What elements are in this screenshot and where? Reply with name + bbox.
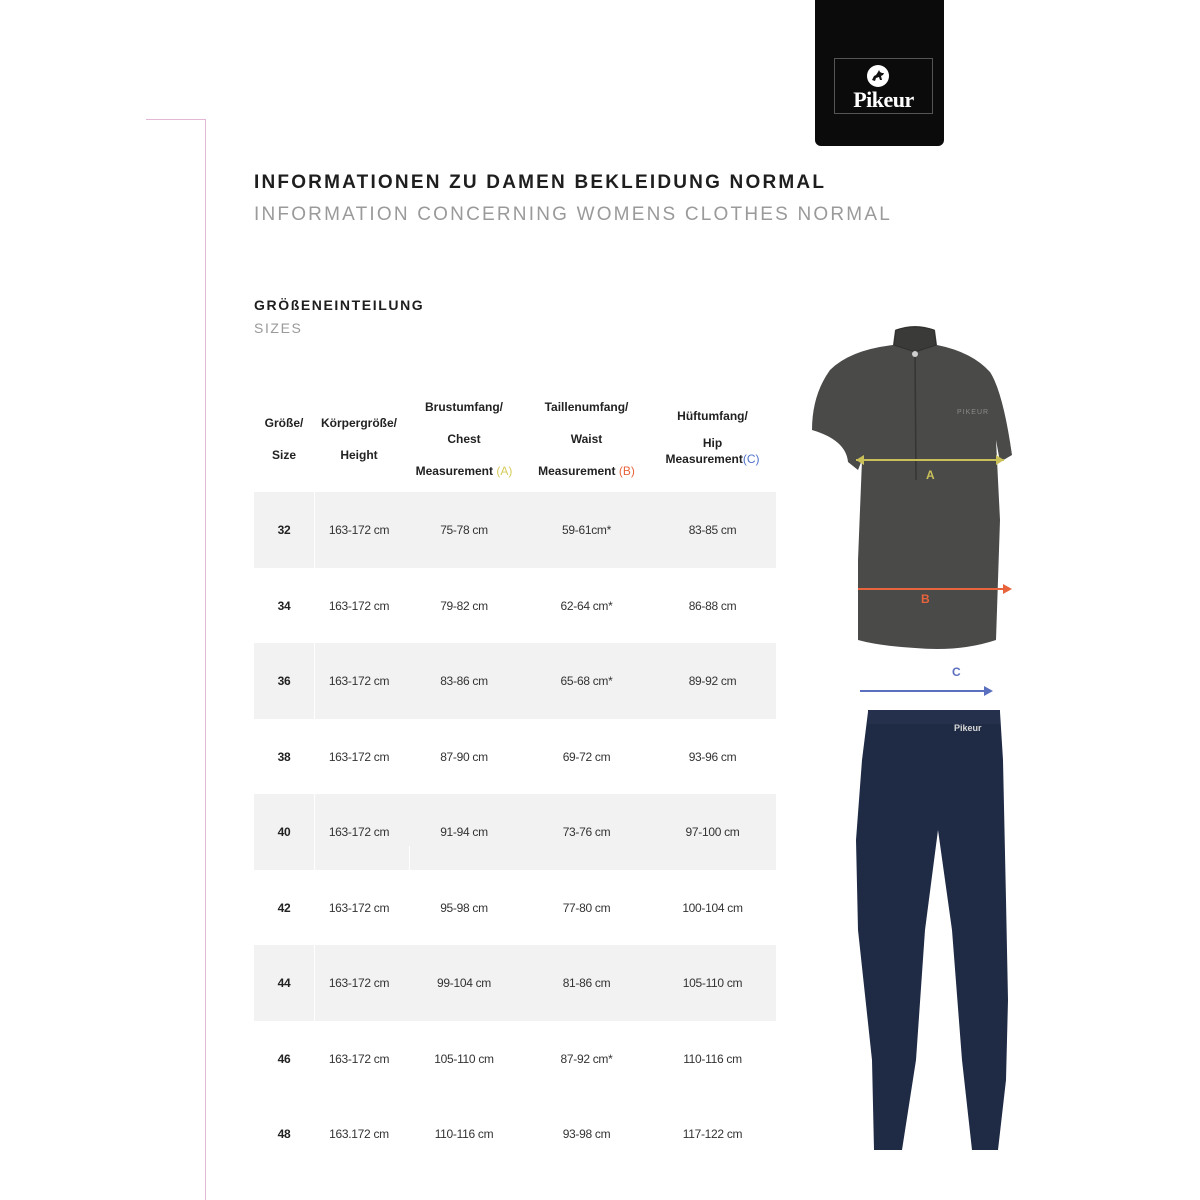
cell-hip: 97-100 cm: [685, 825, 740, 839]
table-row: [254, 568, 776, 644]
cell-hip: 89-92 cm: [688, 674, 737, 688]
cell-size: 32: [277, 523, 291, 537]
cell-height: 163-172 cm: [328, 750, 390, 764]
cell-size: 34: [277, 599, 291, 613]
pants-print-text: Pikeur: [954, 723, 982, 733]
cell-chest: 91-94 cm: [440, 825, 488, 839]
header-chest-measurement: Measurement: [415, 464, 494, 478]
measure-a-label: A: [926, 468, 935, 482]
horse-rider-icon: [867, 65, 889, 87]
cell-hip: 83-85 cm: [688, 523, 737, 537]
cell-waist: 65-68 cm*: [560, 674, 613, 688]
header-chest-line3: [404, 455, 524, 487]
table-row: [254, 643, 776, 719]
cell-height: 163-172 cm: [328, 901, 390, 915]
cell-size: 46: [277, 1052, 291, 1066]
cell-hip: 100-104 cm: [682, 901, 743, 915]
table-row: [254, 492, 776, 568]
column-divider: [314, 643, 315, 719]
header-waist-line2: Waist: [570, 432, 603, 446]
cell-waist: 77-80 cm: [562, 901, 611, 915]
shirt-print-text: PIKEUR: [957, 409, 990, 416]
cell-chest: 79-82 cm: [440, 599, 488, 613]
header-size: [254, 407, 314, 471]
cell-height: 163-172 cm: [328, 674, 390, 688]
cell-waist: 93-98 cm: [562, 1127, 611, 1141]
accent-line-horizontal: [146, 119, 206, 120]
cell-waist: 73-76 cm: [562, 825, 611, 839]
header-size-line1: Größe/: [264, 416, 304, 430]
cell-waist: 69-72 cm: [562, 750, 611, 764]
header-hip-line3: [649, 454, 776, 464]
table-row: [254, 1096, 776, 1172]
cell-waist: 87-92 cm*: [560, 1052, 613, 1066]
cell-size: 38: [277, 750, 291, 764]
pants-image: [856, 710, 1008, 1150]
section-title: GRÖßENEINTEILUNG: [254, 297, 425, 313]
cell-height: 163-172 cm: [328, 599, 390, 613]
cell-size: 36: [277, 674, 291, 688]
page-title: INFORMATIONEN ZU DAMEN BEKLEIDUNG NORMAL: [254, 172, 827, 193]
cell-height: 163-172 cm: [328, 825, 390, 839]
header-hip-measurement: Measurement: [665, 452, 743, 466]
header-hip-line1: Hüftumfang/: [677, 409, 748, 423]
cell-size: 48: [277, 1127, 291, 1141]
cell-waist: 59-61cm*: [562, 523, 611, 537]
cell-chest: 105-110 cm: [434, 1052, 494, 1066]
column-divider: [314, 492, 315, 568]
cell-height: 163.172 cm: [329, 1127, 389, 1141]
header-chest-line2: Chest: [447, 432, 481, 446]
measure-b-label: B: [921, 592, 930, 606]
header-height-line2: Height: [340, 448, 378, 462]
cell-waist: 81-86 cm: [562, 976, 611, 990]
cell-height: 163-172 cm: [328, 1052, 390, 1066]
column-divider: [409, 846, 410, 870]
accent-line-vertical: [205, 120, 206, 1200]
cell-hip: 105-110 cm: [682, 976, 743, 990]
header-waist-line1: Taillenumfang/: [544, 400, 629, 414]
column-divider: [314, 794, 315, 870]
cell-chest: 83-86 cm: [440, 674, 488, 688]
cell-hip: 117-122 cm: [682, 1127, 743, 1141]
shirt-image: [812, 326, 1012, 649]
cell-hip: 93-96 cm: [688, 750, 737, 764]
header-hip-line2: Hip: [702, 436, 723, 450]
cell-hip: 110-116 cm: [683, 1052, 742, 1066]
logo-frame: [834, 58, 933, 114]
measure-c-arrow: [860, 686, 993, 696]
cell-height: 163-172 cm: [328, 976, 390, 990]
column-divider: [314, 945, 315, 1021]
header-waist-line3: [524, 455, 649, 487]
header-chest: [404, 391, 524, 487]
header-chest-line1: Brustumfang/: [425, 400, 503, 414]
marker-b-label: (B): [618, 464, 635, 478]
table-row: [254, 794, 776, 870]
page-title-english: INFORMATION CONCERNING WOMENS CLOTHES NORMAL: [254, 204, 892, 225]
marker-c-label: (C): [742, 452, 760, 466]
header-hip: [649, 400, 776, 464]
header-waist-measurement: Measurement: [538, 464, 616, 478]
header-waist: [524, 391, 649, 487]
cell-chest: 110-116 cm: [434, 1127, 494, 1141]
cell-chest: 75-78 cm: [440, 523, 488, 537]
cell-chest: 87-90 cm: [440, 750, 488, 764]
cell-waist: 62-64 cm*: [560, 599, 613, 613]
header-size-line2: Size: [271, 448, 296, 462]
section-title-english: SIZES: [254, 320, 303, 336]
marker-a-label: (A): [496, 464, 513, 478]
cell-size: 44: [277, 976, 291, 990]
cell-height: 163-172 cm: [328, 523, 390, 537]
cell-size: 42: [277, 901, 291, 915]
cell-chest: 95-98 cm: [440, 901, 488, 915]
table-row: [254, 1021, 776, 1097]
logo-wordmark: Pikeur: [853, 87, 914, 112]
table-row: [254, 945, 776, 1021]
brand-logo: [815, 0, 944, 146]
cell-hip: 86-88 cm: [688, 599, 737, 613]
header-height: [314, 407, 404, 471]
cell-chest: 99-104 cm: [437, 976, 491, 990]
cell-size: 40: [277, 825, 291, 839]
header-height-line1: Körpergröße/: [320, 416, 397, 430]
measure-c-label: C: [952, 665, 961, 679]
table-row: [254, 870, 776, 946]
garment-illustration: [800, 300, 1040, 1160]
table-row: [254, 719, 776, 795]
